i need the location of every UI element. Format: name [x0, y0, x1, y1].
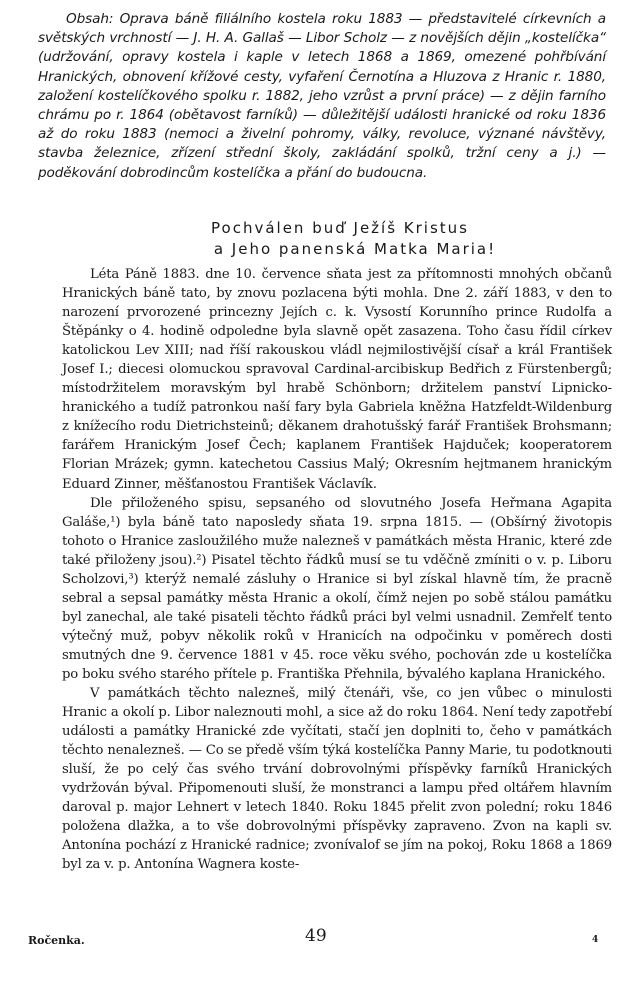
abstract-summary: Obsah: Oprava báně filiálního kostela roku 1883 — představitelé církevních a světských vrchností — J. H. A. Gallaš — Libor Scholz — z novějších dějin „kostelíčka“ (udržování, opravy kostela i kaple v letech 1868 a 1869, omezené pohřbívání Hranických, obnovení křížové cesty, vyfaření Černotína a Hluzova z Hranic r. 1880, založení kostelíčkového spolku r. 1882, jeho vzrůst a první práce) — z dějin farního chrámu po r. 1864 (obětavost farníků) — důležitější události hranické od roku 1836 až do roku 1883 (nemoci a živelní pohromy, války, revoluce, význané návštěvy, stavba železnice, zřízení střední školy, zakládání spolků, tržní ceny a j.) — poděkování dobrodincům kostelíčka a přání do budoucna.: [38, 11, 606, 181]
footer-publication-name: Ročenka.: [28, 934, 85, 947]
page-number: 49: [305, 926, 327, 946]
heading-line-1: Pochválen buď Ježíš Kristus: [211, 219, 469, 237]
signature-mark: 4: [592, 935, 599, 945]
paragraph-3: V památkách těchto nalezneš, milý čtenáři, vše, co jen vůbec o minulosti Hranic a okolí p. Libor naleznouti mohl, a sice až do roku 1864. Není tedy zapotřebí události a památky Hranické zde vyčítati, stačí jen doplniti to, čeho v památkách těchto nenalezneš. — Co se předě vším týká kostelíčka Panny Marie, tu podotknouti sluší, že po celý čas svého trvání dobrovolnými příspěvky farníků Hranických vydržován býval. Připomenouti sluší, že monstranci a lampu před oltářem hlavním daroval p. major Lehnert v letech 1840. Roku 1845 přelit zvon polední; roku 1846 položena dlažka, a to vše dobrovolnými příspěvky zapraveno. Zvon na kapli sv. Antonína pochází z Hranické radnice; zvonívalof se jím na pokoj, Roku 1868 a 1869 byl za v. p. Antonína Wagnera koste-: [62, 686, 612, 873]
paragraph-2: Dle přiloženého spisu, sepsaného od slovutného Josefa Heřmana Agapita Galáše,¹) byla báně tato naposledy sňata 19. srpna 1815. — (Obšírný životopis tohoto o Hranice zasloužilého muže nalezneš v památkách města Hranic, které zde také přiloženy jsou).²) Pisatel těchto řádků musí se tu vděčně zmíniti o v. p. Liboru Scholzovi,³) kterýž nemalé zásluhy o Hranice si byl získal hlavně tím, že pracně sebral a sepsal památky města Hranic a okolí, čímž nejen po sobě stálou památku byl zanechal, ale také pisateli těchto řádků práci byl velmi usnadnil. Zemřelť tento výtečný muž, pobyv několik roků v Hranicích na odpočinku v poměrech dosti smutných dne 9. července 1881 v 45. roce věku svého, pochován zde u kostelíčka po boku svého starého přítele p. Františka Přehnila, bývalého kaplana Hranického.: [62, 495, 612, 682]
heading-line-2: a Jeho panenská Matka Maria!: [213, 240, 497, 258]
body-text: [62, 265, 612, 875]
section-heading: [0, 218, 640, 260]
paragraph-1: Léta Páně 1883. dne 10. července sňata jest za přítomnosti mnohých občanů Hranických báně tato, by znovu pozlacena býti mohla. Dne 2. září 1883, v den to narození prvorozené princezny Jejích c. k. Vysostí Korunního prince Rudolfa a Štěpánky o 4. hodině odpoledne byla slavně opět zasazena. Toho času řídil církev katolickou Lev XIII; nad říší rakouskou vládl nejmilostivější císař a král František Josef I.; diecesi olomuckou spravoval Cardinal-arcibiskup Bedřich z Fürstenbergů; místodržitelem moravským byl hrabě Schönborn; držitelem panství Lipnicko-hranického a tudíž patronkou naší fary byla Gabriela kněžna Hatzfeldt-Wildenburg z knížecího rodu Dietrichsteinů; děkanem drahotušský farář František Brohsmann; farářem Hranickým Josef Čech; kaplanem František Hajduček; kooperatorem Florian Mrázek; gymn. katechetou Cassius Malý; Okresním hejtmanem hranickým Eduard Zinner, měšťanostou František Václavík.: [62, 267, 612, 492]
